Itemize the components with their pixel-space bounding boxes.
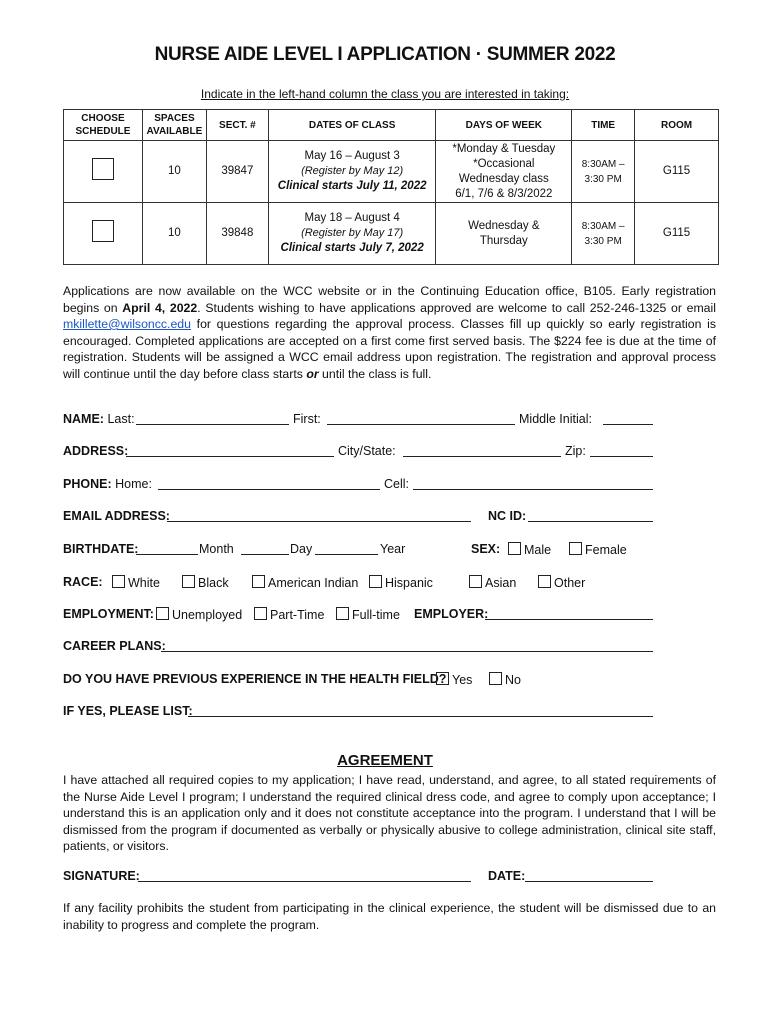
first-name-field[interactable] [327, 412, 515, 425]
birth-month-field[interactable] [136, 542, 198, 555]
header-spaces: SPACES AVAILABLE [142, 110, 206, 141]
phone-row: PHONE: Home: Cell: [63, 477, 653, 495]
choose-schedule-checkbox-2[interactable] [92, 220, 114, 242]
checkbox-icon[interactable] [252, 575, 265, 588]
schedule-table [63, 109, 719, 265]
date-field[interactable] [525, 869, 653, 882]
last-name-field[interactable] [136, 412, 289, 425]
address-field[interactable] [126, 444, 334, 457]
time-cell: 8:30AM – 3:30 PM [572, 141, 635, 203]
checkbox-icon[interactable] [569, 542, 582, 555]
experience-yes-option[interactable]: Yes [436, 672, 472, 687]
zip-field[interactable] [590, 444, 653, 457]
table-row [64, 141, 719, 203]
email-link[interactable]: mkillette@wilsoncc.edu [63, 317, 191, 331]
agreement-text: I have attached all required copies to my application; I have read, understand, and agree, to all stated requirements of the Nurse Aide Level I program; I understand the required clinical dress code, and agree to comply upon acceptance; I understand this is an application only and it does not constitute acceptance into the program. I understand that I will be dismissed from the program if documented as verbally or physically abusive to college administration, clinical site staff, patients, or visitors. [63, 773, 716, 853]
checkbox-icon[interactable] [369, 575, 382, 588]
checkbox-icon[interactable] [508, 542, 521, 555]
checkbox-icon[interactable] [538, 575, 551, 588]
spaces-cell: 10 [142, 203, 206, 265]
signature-field[interactable] [138, 869, 471, 882]
spaces-cell: 10 [142, 141, 206, 203]
employment-part-time-option[interactable]: Part-Time [254, 607, 324, 622]
agreement-title: AGREEMENT [337, 752, 433, 769]
header-choose: CHOOSE SCHEDULE [64, 110, 143, 141]
sect-cell: 39848 [206, 203, 268, 265]
header-dates: DATES OF CLASS [268, 110, 436, 141]
registration-date: April 4, 2022 [122, 300, 198, 315]
room-cell: G115 [635, 203, 719, 265]
checkbox-icon[interactable] [156, 607, 169, 620]
header-sect: SECT. # [206, 110, 268, 141]
race-asian-option[interactable]: Asian [469, 575, 516, 590]
days-cell: *Monday & Tuesday *Occasional Wednesday class 6/1, 7/6 & 8/3/2022 [436, 141, 572, 203]
footer-note: If any facility prohibits the student from participating in the clinical experience, the student will be dismissed due to an inability to progress and complete the program. [63, 901, 716, 932]
signature-row: SIGNATURE: DATE: [63, 869, 653, 887]
checkbox-icon[interactable] [182, 575, 195, 588]
race-white-option[interactable]: White [112, 575, 160, 590]
cell-phone-field[interactable] [413, 477, 653, 490]
experience-row: DO YOU HAVE PREVIOUS EXPERIENCE IN THE HEALTH FIELD? Yes No [63, 672, 521, 687]
address-row: ADDRESS: City/State: Zip: [63, 444, 653, 462]
employment-row: EMPLOYMENT: Unemployed Part-Time Full-time EMPLOYER: [63, 607, 653, 625]
sex-male-option[interactable]: Male [508, 542, 551, 557]
checkbox-icon[interactable] [436, 672, 449, 685]
email-row: EMAIL ADDRESS: NC ID: [63, 509, 653, 527]
time-cell: 8:30AM – 3:30 PM [572, 203, 635, 265]
email-address-field[interactable] [167, 509, 471, 522]
experience-list-field[interactable] [188, 704, 653, 717]
race-american-indian-option[interactable]: American Indian [252, 575, 358, 590]
birth-day-field[interactable] [241, 542, 289, 555]
checkbox-icon[interactable] [336, 607, 349, 620]
checkbox-icon[interactable] [489, 672, 502, 685]
header-time: TIME [572, 110, 635, 141]
choose-schedule-checkbox-1[interactable] [92, 158, 114, 180]
header-days: DAYS OF WEEK [436, 110, 572, 141]
birthdate-row: BIRTHDATE: Month Day Year SEX: Male Female [63, 542, 627, 557]
dates-cell: May 18 – August 4 (Register by May 17) Clinical starts July 7, 2022 [268, 203, 436, 265]
experience-list-row: IF YES, PLEASE LIST: [63, 704, 653, 722]
experience-no-option[interactable]: No [489, 672, 521, 687]
middle-initial-field[interactable] [603, 412, 653, 425]
race-black-option[interactable]: Black [182, 575, 229, 590]
employment-unemployed-option[interactable]: Unemployed [156, 607, 242, 622]
race-hispanic-option[interactable]: Hispanic [369, 575, 433, 590]
room-cell: G115 [635, 141, 719, 203]
sect-cell: 39847 [206, 141, 268, 203]
name-row: NAME: Last: First: Middle Initial: [63, 412, 653, 430]
race-row: RACE: White Black American Indian Hispanic Asian Other [63, 575, 586, 590]
page-title: NURSE AIDE LEVEL I APPLICATION · SUMMER 2022 [154, 44, 616, 65]
nc-id-field[interactable] [528, 509, 653, 522]
employer-field[interactable] [485, 607, 653, 620]
table-header-row [64, 110, 719, 141]
dates-cell: May 16 – August 3 (Register by May 12) Clinical starts July 11, 2022 [268, 141, 436, 203]
checkbox-icon[interactable] [469, 575, 482, 588]
employment-full-time-option[interactable]: Full-time [336, 607, 400, 622]
checkbox-icon[interactable] [254, 607, 267, 620]
days-cell: Wednesday & Thursday [436, 203, 572, 265]
race-other-option[interactable]: Other [538, 575, 585, 590]
home-phone-field[interactable] [158, 477, 380, 490]
sex-female-option[interactable]: Female [569, 542, 627, 557]
checkbox-icon[interactable] [112, 575, 125, 588]
table-row [64, 203, 719, 265]
career-plans-field[interactable] [161, 639, 653, 652]
header-room: ROOM [635, 110, 719, 141]
instruction-text: Indicate in the left-hand column the class you are interested in taking: [200, 87, 570, 101]
career-row: CAREER PLANS: [63, 639, 653, 657]
birth-year-field[interactable] [315, 542, 378, 555]
info-paragraph: Applications are now available on the WCC website or in the Continuing Education office, B105. Early registration begins on April 4, 2022. Students wishing to have applications approved are welcome to call 252-246-1325 or email mkillette@wilsoncc.edu for questions regarding the approval process. Classes fill up quickly so early registration is encouraged. Completed applications are accepted on a first come first served basis. The $224 fee is due at the time of registration. Students will be assigned a WCC email address upon registration. The registration and approval process will continue until the day before class starts or until the class is full. [63, 284, 716, 381]
city-state-field[interactable] [403, 444, 561, 457]
